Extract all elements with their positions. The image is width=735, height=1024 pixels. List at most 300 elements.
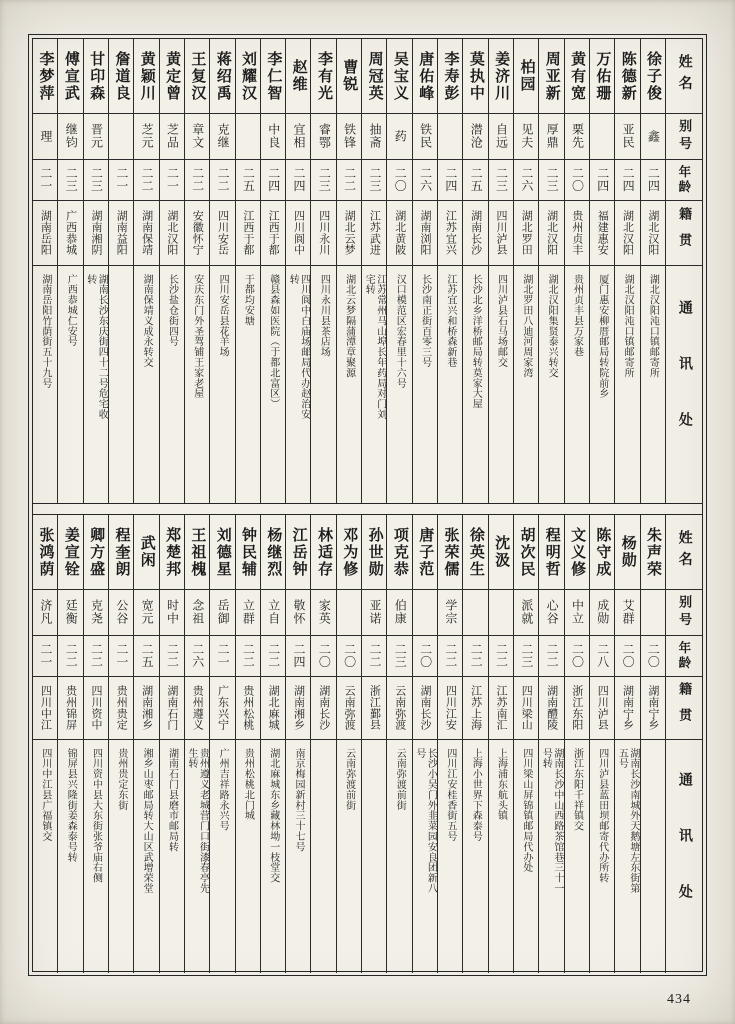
person-alias-cell [261,113,285,160]
person-alias-text: 中良 [266,123,281,150]
person-age-cell [58,635,82,676]
directory-table-top [33,39,702,504]
person-native-cell [337,676,361,739]
person-name-text: 钟民辅 [240,526,257,577]
person-alias-cell [463,113,487,160]
person-age-text: 二〇 [393,167,408,193]
person-age-text: 二一 [114,167,129,193]
person-column [488,515,513,973]
person-alias-text: 见夫 [519,123,534,150]
person-alias-text: 晋元 [89,123,104,150]
person-age-cell [185,635,209,676]
person-native-cell [615,676,639,739]
person-name-text: 黄定曾 [164,50,181,101]
person-age-cell [261,159,285,200]
person-native-text: 湖南湘乡 [140,685,153,731]
person-native-cell [160,676,184,739]
person-native-cell [413,200,437,265]
person-age-text: 二二 [165,643,180,669]
person-alias-cell [109,589,133,636]
person-native-text: 湖南湘阴 [89,210,102,256]
person-name-text: 赵维 [290,58,307,93]
person-address-text: 四川阆中白庙场邮局代办赵治安转 [287,273,310,420]
person-name-text: 孙世勋 [366,526,383,577]
person-age-text: 二二 [64,643,79,669]
person-alias-cell [210,113,234,160]
person-age-text: 二三 [393,643,408,669]
person-column [589,39,614,503]
person-native-text: 湖北麻城 [267,685,280,731]
person-native-cell [463,200,487,265]
person-address-cell [261,265,285,503]
person-age-cell [210,635,234,676]
person-native-text: 云南弥渡 [343,685,356,731]
person-alias-text: 立自 [266,599,281,626]
person-address-text: 赣县森如医院（于都北富区） [267,273,279,409]
person-native-cell [134,200,158,265]
page-border-frame [32,38,703,972]
person-name-text: 陈德新 [619,50,636,101]
person-address-cell [185,265,209,503]
person-alias-cell [33,589,57,636]
person-name-cell [489,39,513,113]
person-age-cell [514,159,538,200]
person-address-cell [337,265,361,503]
person-address-cell [489,739,513,973]
person-name-cell [641,515,665,589]
person-age-text: 二〇 [570,643,585,669]
table-header-column [665,39,702,503]
person-alias-cell [236,113,260,160]
person-age-text: 二四 [595,167,610,193]
person-address-text: 湖北汉阳集贤泰兴转交 [546,273,558,378]
person-address-cell [311,265,335,503]
person-name-cell [565,515,589,589]
person-native-cell [109,676,133,739]
person-column [133,39,158,503]
person-address-cell [463,265,487,503]
person-alias-cell [615,113,639,160]
person-column [108,39,133,503]
person-name-text: 蒋绍禹 [214,50,231,101]
person-column [614,515,639,973]
person-alias-cell [641,589,665,636]
person-address-cell [311,739,335,973]
person-alias-cell [362,113,386,160]
person-age-text: 二二 [545,643,560,669]
person-age-cell [337,159,361,200]
person-age-cell [160,635,184,676]
person-native-text: 湖北汉阳 [621,210,634,256]
person-age-cell [539,159,563,200]
person-age-text: 二二 [494,643,509,669]
person-alias-cell [413,589,437,636]
person-age-text: 二二 [266,643,281,669]
person-name-cell [413,515,437,589]
person-name-text: 陈守成 [594,526,611,577]
person-column [412,515,437,973]
person-age-cell [134,635,158,676]
person-native-cell [438,200,462,265]
person-address-text: 广州吉祥路永兴号 [217,747,229,831]
person-name-text: 郑楚邦 [164,526,181,577]
person-native-text: 湖北云梦 [343,210,356,256]
person-column [361,39,386,503]
person-age-cell [590,159,614,200]
person-native-cell [387,200,411,265]
person-name-text: 唐子范 [417,526,434,577]
person-name-text: 邓为修 [341,526,358,577]
person-alias-cell [539,589,563,636]
person-native-cell [109,200,133,265]
person-name-text: 张鸿荫 [37,526,54,577]
person-age-cell [615,159,639,200]
person-native-cell [261,676,285,739]
person-native-text: 贵州遵义 [191,685,204,731]
person-alias-text: 潜沧 [469,123,484,150]
person-alias-text: 睿鄂 [317,123,332,150]
person-alias-text: 艾群 [621,599,636,626]
person-name-text: 姜宣铨 [62,526,79,577]
person-name-text: 徐英生 [467,526,484,577]
person-address-text: 四川泸县石马场邮交 [495,273,507,368]
person-address-text: 上海浦东航头镇 [495,747,507,821]
person-address-text: 上海小世界下森泰号 [470,747,482,842]
person-name-text: 柏园 [518,58,535,93]
person-column [640,39,665,503]
header-address-label: 通讯处 [676,300,692,469]
person-name-cell [514,39,538,113]
person-address-text: 四川梁山屏锦镇邮局代办处 [520,747,532,873]
person-native-text: 江西于都 [241,210,254,256]
person-alias-cell [514,589,538,636]
person-name-text: 江岳钟 [290,526,307,577]
person-alias-text: 克继 [216,123,231,150]
person-alias-text: 岳御 [216,599,231,626]
person-age-text: 二二 [367,643,382,669]
person-alias-text: 家英 [317,599,332,626]
person-name-text: 林适存 [315,526,332,577]
person-column [285,39,310,503]
person-name-cell [489,515,513,589]
person-age-cell [387,635,411,676]
person-age-text: 二六 [190,643,205,669]
person-native-cell [514,676,538,739]
person-address-cell [641,739,665,973]
person-column [437,39,462,503]
header-age-cell [666,635,702,676]
person-alias-text: 铁民 [418,123,433,150]
person-column [260,39,285,503]
person-native-cell [160,200,184,265]
person-native-cell [58,200,82,265]
person-address-text: 湘乡山枣邮局转大山区武增荣堂 [141,747,153,894]
person-alias-text: 立群 [241,599,256,626]
header-name-cell [666,515,702,589]
person-alias-cell [615,589,639,636]
person-native-cell [565,676,589,739]
person-native-text: 湖南浏阳 [419,210,431,256]
person-column [614,39,639,503]
person-address-text: 安庆东门外圣驾铺王家老屋 [191,273,203,399]
person-address-text: 湖南长沙南城外天鹅塘左东街第五号 [616,747,639,894]
person-address-text: 湖南长沙东庆街四十二号危宅收转 [84,273,108,420]
person-native-cell [286,676,310,739]
person-native-cell [362,676,386,739]
person-age-text: 二二 [241,643,256,669]
person-age-text: 二三 [367,167,382,193]
person-age-cell [337,635,361,676]
person-address-cell [33,265,57,503]
person-name-cell [615,39,639,113]
person-column [538,515,563,973]
person-column [83,515,108,973]
person-column [640,515,665,973]
person-age-text: 二一 [165,167,180,193]
person-alias-text: 念祖 [190,599,205,626]
person-age-cell [261,635,285,676]
person-column [564,39,589,503]
person-native-cell [33,200,57,265]
person-age-cell [615,635,639,676]
person-native-text: 江苏宜兴 [444,210,457,256]
person-name-text: 胡次民 [518,526,535,577]
person-name-text: 甘印森 [88,50,105,101]
person-age-text: 二〇 [570,167,585,193]
person-alias-text: 栗先 [570,123,585,150]
person-alias-cell [438,589,462,636]
person-alias-text: 学宗 [443,599,458,626]
person-native-cell [641,676,665,739]
person-alias-cell [463,589,487,636]
person-name-cell [539,515,563,589]
person-alias-text: 亚诺 [367,599,382,626]
person-name-cell [539,39,563,113]
person-native-cell [489,676,513,739]
person-name-text: 王复汉 [189,50,206,101]
person-column [184,39,209,503]
person-address-text: 四川永川县茶店场 [318,273,330,357]
person-name-text: 姜济川 [493,50,510,101]
person-address-text: 于都均安塘 [242,273,254,326]
person-address-cell [33,739,57,973]
person-address-text: 湖北汉阳沌口镇邮寄所 [647,273,659,378]
person-column [488,39,513,503]
person-alias-text: 派就 [519,599,534,626]
person-native-cell [590,200,614,265]
person-alias-cell [489,589,513,636]
person-column [310,515,335,973]
person-alias-text: 厚鼎 [545,123,560,150]
person-name-text: 卿方盛 [88,526,105,577]
header-name-label: 姓名 [676,54,692,98]
person-native-cell [438,676,462,739]
person-native-text: 湖南长沙 [469,210,482,256]
person-name-text: 杨勋 [619,534,636,569]
person-address-cell [590,265,614,503]
person-native-text: 湖南石门 [165,685,178,731]
person-alias-cell [185,113,209,160]
person-name-text: 吴宝义 [391,50,408,101]
person-native-cell [58,676,82,739]
person-address-cell [438,739,462,973]
person-native-cell [615,200,639,265]
person-native-text: 湖北黄陂 [393,210,406,256]
header-native-cell [666,676,702,739]
person-native-text: 贵州锦屏 [64,685,77,731]
person-age-text: 二二 [89,643,104,669]
person-native-text: 湖北汉阳 [165,210,178,256]
person-age-cell [489,159,513,200]
person-address-text: 锦屏县兴隆街姜森泰号转 [65,747,77,862]
person-native-cell [286,200,310,265]
person-name-cell [134,515,158,589]
person-address-cell [413,739,437,973]
person-column [57,515,82,973]
person-age-text: 二三 [89,167,104,193]
person-age-cell [539,635,563,676]
person-address-cell [615,739,639,973]
person-name-text: 徐子俊 [645,50,662,101]
person-address-text: 贵州贞丰县万家巷 [571,273,583,357]
person-age-cell [590,635,614,676]
person-address-cell [514,739,538,973]
person-alias-cell [58,113,82,160]
person-address-cell [58,265,82,503]
person-name-text: 曹锐 [341,58,358,93]
person-name-cell [109,39,133,113]
person-name-text: 黄颖川 [138,50,155,101]
person-name-cell [463,515,487,589]
person-alias-cell [134,113,158,160]
person-age-cell [210,159,234,200]
person-address-cell [641,265,665,503]
person-age-text: 二五 [469,167,484,193]
person-alias-text: 继钧 [64,123,79,150]
person-age-cell [236,635,260,676]
person-address-cell [210,265,234,503]
person-address-text: 厦门惠安柳厝邮局转院前乡 [596,273,608,399]
person-alias-cell [84,589,108,636]
person-native-cell [641,200,665,265]
person-name-cell [261,39,285,113]
person-name-cell [311,515,335,589]
person-alias-text: 鑫 [646,129,661,143]
person-alias-cell [438,113,462,160]
person-column [184,515,209,973]
person-alias-cell [362,589,386,636]
person-address-text: 四川泸县蓝田坝邮寄代办所转 [596,747,608,883]
person-age-cell [109,635,133,676]
person-column [159,515,184,973]
person-name-text: 武闲 [138,534,155,569]
person-age-cell [362,635,386,676]
person-alias-text: 自远 [494,123,509,150]
person-name-cell [236,39,260,113]
person-native-cell [463,676,487,739]
person-alias-text: 中立 [570,599,585,626]
person-native-text: 湖南醴陵 [545,685,558,731]
person-column [108,515,133,973]
person-age-cell [84,635,108,676]
person-column [260,515,285,973]
person-alias-cell [590,113,614,160]
person-address-text: 四川安岳县花羊场 [217,273,229,357]
person-column [462,515,487,973]
person-alias-cell [160,113,184,160]
person-alias-cell [286,113,310,160]
person-age-text: 二〇 [342,643,357,669]
person-name-cell [185,515,209,589]
person-alias-cell [286,589,310,636]
person-address-text: 湖北云梦隔蒲潭章聚源 [343,273,355,378]
person-native-text: 江苏南汇 [494,685,507,731]
person-address-text: 长沙南正街百零三号 [419,273,431,368]
person-name-cell [438,515,462,589]
person-age-text: 二四 [292,643,306,669]
person-name-cell [514,515,538,589]
person-name-text: 张荣儒 [442,526,459,577]
person-age-text: 二四 [646,167,661,193]
person-address-cell [539,265,563,503]
person-native-cell [565,200,589,265]
person-address-text: 四川资中县大东街张爷庙右侧 [90,747,102,883]
person-column [336,39,361,503]
person-native-text: 四川安岳 [216,210,229,256]
person-address-text: 湖北麻城东乡藏林坳一枝堂交 [267,747,279,883]
person-native-text: 广西恭城 [64,210,77,256]
person-native-text: 江苏武进 [368,210,381,256]
person-native-text: 贵州贵定 [115,685,128,731]
person-column [209,515,234,973]
person-native-cell [539,200,563,265]
person-native-cell [413,676,437,739]
person-column [386,515,411,973]
person-name-cell [362,515,386,589]
person-address-cell [84,265,108,503]
person-column [33,515,57,973]
person-alias-text: 芝品 [165,123,180,150]
person-age-text: 二八 [595,643,610,669]
person-native-text: 四川永川 [317,210,330,256]
person-alias-cell [413,113,437,160]
person-address-cell [84,739,108,973]
person-age-text: 二〇 [646,643,661,669]
person-native-cell [261,200,285,265]
person-name-cell [210,515,234,589]
person-age-text: 二一 [216,643,231,669]
person-name-text: 文义修 [569,526,586,577]
person-native-cell [311,676,335,739]
person-name-cell [160,39,184,113]
person-column [285,515,310,973]
person-address-text: 长沙北乡洋桥邮局转莫家大屋 [470,273,482,409]
person-alias-text: 抽斋 [367,123,382,150]
person-age-cell [286,635,310,676]
person-age-cell [84,159,108,200]
person-column [437,515,462,973]
person-column [235,39,260,503]
person-address-text: 江苏宜兴和桥森新巷 [444,273,456,368]
person-native-text: 湖南长沙 [419,685,431,731]
person-native-text: 浙江东阳 [570,685,583,731]
person-address-cell [387,265,411,503]
person-address-cell [134,739,158,973]
person-native-text: 湖北罗田 [520,210,533,256]
person-age-text: 二二 [469,643,484,669]
person-address-text: 贵州遵义老城营门口街漆春亭先生转 [186,747,209,894]
person-age-text: 二五 [241,167,256,193]
